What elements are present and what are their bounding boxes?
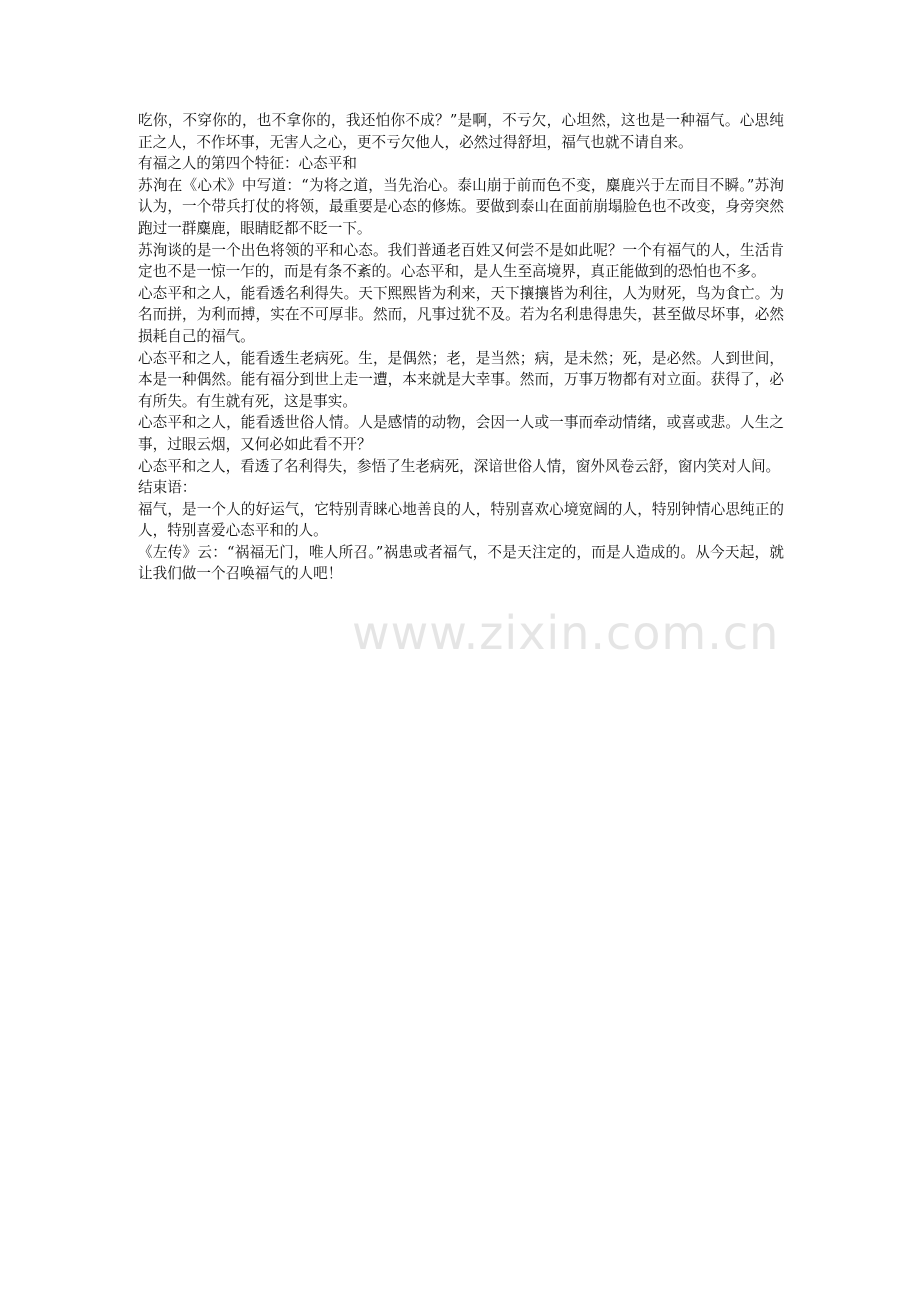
section-heading-fourth-trait: 有福之人的第四个特征：心态平和 [138, 155, 357, 173]
conclusion-heading: 结束语： [138, 479, 197, 497]
paragraph-11: 《左传》云：“祸福无门，唯人所召。”祸患或者福气，不是天注定的，而是人造成的。从今天起，就让我们做一个召唤福气的人吧！ [138, 543, 784, 583]
document-body [138, 110, 784, 585]
paragraph-3: 苏洵在《心术》中写道：“为将之道，当先治心。泰山崩于前而色不变，麋鹿兴于左而目不瞬。”苏洵认为，一个带兵打仗的将领，最重要是心态的修炼。要做到泰山在面前崩塌脸色也不改变，身旁突然跑过一群麋鹿，眼睛眨都不眨一下。 [138, 176, 784, 237]
paragraph-6: 心态平和之人，能看透生老病死。生，是偶然；老，是当然；病，是未然；死，是必然。人到世间，本是一种偶然。能有福分到世上走一遭，本来就是大幸事。然而，万事万物都有对立面。获得了，必有所失。有生就有死，这是事实。 [138, 349, 784, 410]
watermark: www.zixin.com.cn [352, 606, 780, 660]
paragraph-4: 苏洵谈的是一个出色将领的平和心态。我们普通老百姓又何尝不是如此呢？一个有福气的人，生活肯定也不是一惊一乍的，而是有条不紊的。心态平和，是人生至高境界，真正能做到的恐怕也不多。 [138, 241, 784, 281]
paragraph-8: 心态平和之人，看透了名利得失，参悟了生老病死，深谙世俗人情，窗外风卷云舒，窗内笑对人间。 [138, 457, 781, 475]
paragraph-5: 心态平和之人，能看透名利得失。天下熙熙皆为利来，天下攘攘皆为利往，人为财死，鸟为食亡。为名而拼，为利而搏，实在不可厚非。然而，凡事过犹不及。若为名利患得患失，甚至做尽坏事，必然损耗自己的福气。 [138, 284, 784, 345]
paragraph-7: 心态平和之人，能看透世俗人情。人是感情的动物，会因一人或一事而牵动情绪，或喜或悲。人生之事，过眼云烟，又何必如此看不开？ [138, 414, 784, 453]
paragraph-1: 吃你，不穿你的，也不拿你的，我还怕你不成？”是啊，不亏欠，心坦然，这也是一种福气。心思纯正之人，不作坏事，无害人之心，更不亏欠他人，必然过得舒坦，福气也就不请自来。 [138, 112, 784, 151]
paragraph-10: 福气，是一个人的好运气，它特别青睐心地善良的人，特别喜欢心境宽阔的人，特别钟情心思纯正的人，特别喜爱心态平和的人。 [138, 500, 784, 540]
